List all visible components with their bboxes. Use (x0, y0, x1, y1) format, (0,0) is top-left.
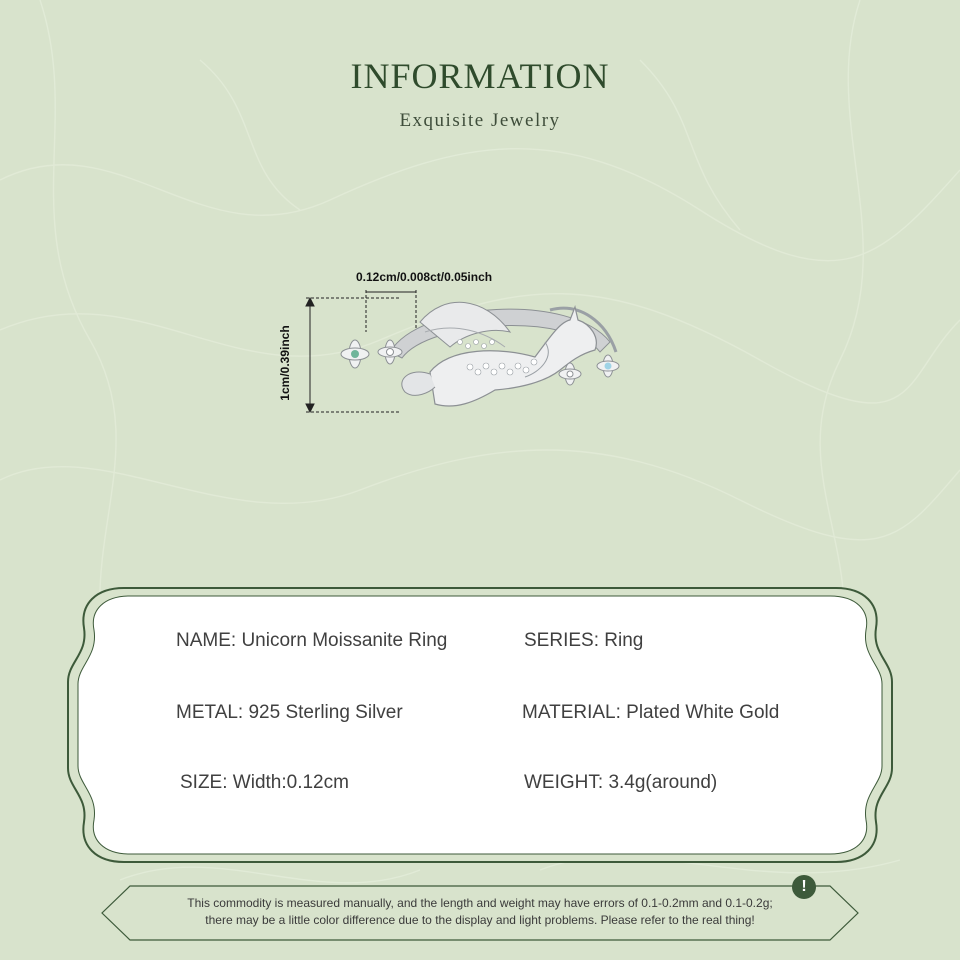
height-dimension-label: 1cm/0.39inch (278, 325, 292, 401)
product-size: SIZE: Width:0.12cm (180, 772, 349, 793)
disclaimer-line-2: there may be a little color difference due to the display and light problems. Please refer to the real thing! (205, 913, 755, 927)
page-subtitle: Exquisite Jewelry (399, 110, 561, 131)
ring-image (270, 262, 650, 432)
disclaimer-line-1: This commodity is measured manually, and the length and weight may have errors of 0.1-0.2mm and 0.1-0.2g; (187, 896, 773, 910)
product-metal: METAL: 925 Sterling Silver (176, 702, 403, 723)
product-weight: WEIGHT: 3.4g(around) (524, 772, 718, 793)
product-series: SERIES: Ring (524, 630, 644, 651)
info-card-frame (64, 584, 896, 866)
warning-icon: ! (792, 875, 816, 899)
product-material: MATERIAL: Plated White Gold (522, 702, 780, 723)
disclaimer-text (120, 895, 840, 929)
product-name: NAME: Unicorn Moissanite Ring (176, 630, 448, 651)
width-dimension-label: 0.12cm/0.008ct/0.05inch (356, 270, 493, 284)
page-title: INFORMATION (350, 56, 610, 96)
